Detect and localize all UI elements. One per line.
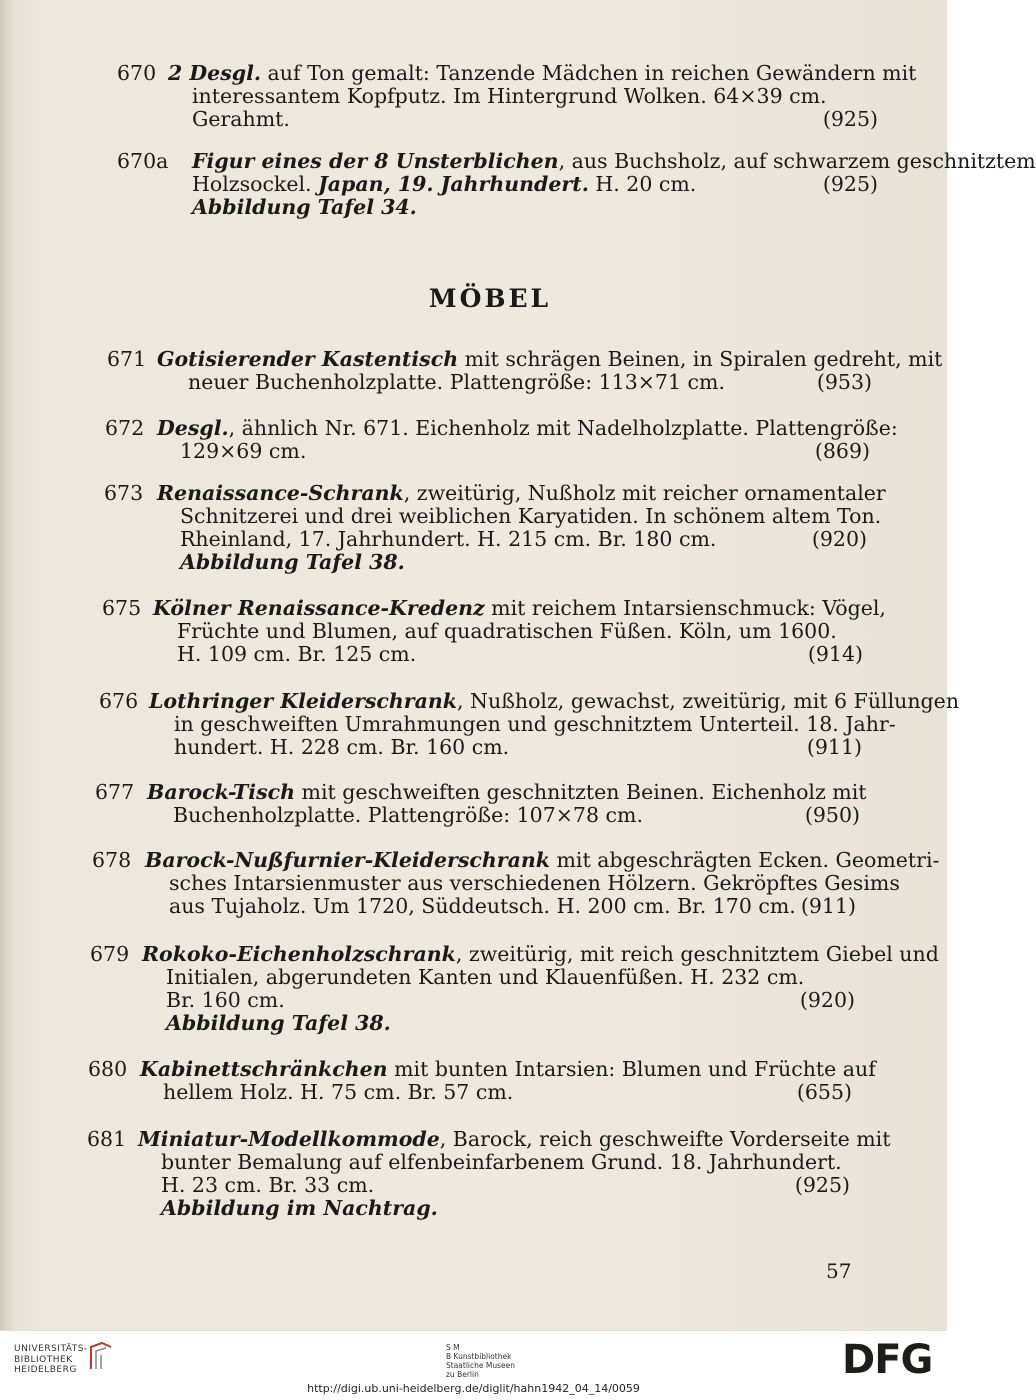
catalog-entry (117, 149, 1036, 219)
text: Br. 160 cm. (166, 988, 285, 1012)
text: Buchenholzplatte. Plattengröße: 107×78 cm. (173, 803, 643, 827)
text: mit geschweiften geschnitzten Beinen. Eichenholz mit (295, 780, 867, 804)
lot-number: 671 (107, 347, 147, 371)
footer (0, 1330, 947, 1400)
entry-line (102, 596, 886, 620)
price: (925) (822, 172, 878, 196)
price: (914) (807, 642, 863, 666)
lot-number: 672 (105, 416, 145, 440)
entry-line (87, 1197, 850, 1220)
entry-line (88, 1081, 852, 1104)
entry-line (117, 173, 878, 196)
italic-text: Figur eines der 8 Unsterblichen (192, 149, 559, 173)
price: (950) (804, 803, 860, 827)
price: (925) (822, 107, 878, 131)
italic-text: Abbildung Tafel 38. (180, 550, 405, 574)
lot-number: 679 (90, 942, 130, 966)
text: aus Tujaholz. Um 1720, Süddeutsch. H. 200 cm. Br. 170 cm. (169, 894, 796, 918)
entry-line (104, 551, 867, 574)
price: (911) (806, 735, 862, 759)
entry-line (92, 871, 900, 895)
entry-line (117, 61, 917, 85)
price: (925) (794, 1173, 850, 1197)
catalog-entry (87, 1127, 891, 1220)
text: mit abgeschrägten Ecken. Geometri- (549, 848, 940, 872)
text: H. 20 cm. (588, 172, 697, 196)
catalog-entry (117, 61, 917, 131)
italic-text: Desgl. (157, 416, 229, 440)
catalog-entry (102, 596, 886, 666)
text: bunter Bemalung auf elfenbeinfarbenem Grund. 18. Jahrhundert. (161, 1150, 842, 1174)
entry-line (90, 1012, 855, 1035)
entry-line (102, 620, 863, 643)
entry-line (99, 712, 896, 736)
price: (920) (811, 527, 867, 551)
entry-line (104, 504, 882, 528)
entry-line (105, 440, 870, 463)
text: mit schrägen Beinen, in Spiralen gedreht, mit (458, 347, 943, 371)
entry-line (88, 1057, 876, 1081)
lot-number: 681 (87, 1127, 127, 1151)
italic-text: Miniatur-Modellkommode (138, 1127, 440, 1151)
catalog-entry (90, 942, 939, 1035)
text: Initialen, abgerundeten Kanten und Klauenfüßen. H. 232 cm. (166, 965, 805, 989)
entry-line (102, 643, 863, 666)
entry-line (117, 85, 878, 108)
text: Früchte und Blumen, auf quadratischen Füßen. Köln, um 1600. (177, 619, 837, 643)
entry-line (104, 481, 886, 505)
kunstbibliothek-logo: S M B Kunstbibliothek Staatliche Museen zu Berlin (446, 1343, 515, 1379)
catalog-entry (107, 347, 943, 394)
italic-text: Kölner Renaissance-Kredenz (153, 596, 485, 620)
italic-text: Gotisierender Kastentisch (157, 347, 459, 371)
catalog-entry (105, 416, 898, 463)
italic-text: Barock-Tisch (147, 780, 296, 804)
section-heading: MÖBEL (428, 284, 552, 313)
price: (953) (816, 370, 872, 394)
text: 129×69 cm. (180, 439, 307, 463)
price: (920) (799, 988, 855, 1012)
entry-line (99, 689, 960, 713)
entry-line (104, 528, 867, 551)
lot-number: 677 (95, 780, 135, 804)
price: (655) (796, 1080, 852, 1104)
catalog-entry (95, 780, 867, 827)
italic-text: Abbildung im Nachtrag. (161, 1196, 438, 1220)
text: Holzsockel. (192, 172, 319, 196)
entry-line (117, 149, 1036, 173)
entry-line (87, 1151, 850, 1174)
catalog-entry (104, 481, 886, 574)
university-library-label: UNIVERSITÄTS- BIBLIOTHEK HEIDELBERG (14, 1344, 88, 1375)
entry-line (95, 780, 867, 804)
text: , ähnlich Nr. 671. Eichenholz mit Nadelholzplatte. Plattengröße: (228, 416, 898, 440)
text: hellem Holz. H. 75 cm. Br. 57 cm. (163, 1080, 514, 1104)
italic-text: Lothringer Kleiderschrank (149, 689, 458, 713)
text: , Nußholz, gewachst, zweitürig, mit 6 Füllungen (457, 689, 960, 713)
catalog-entry (88, 1057, 876, 1104)
italic-text: Abbildung Tafel 38. (166, 1011, 391, 1035)
text: sches Intarsienmuster aus verschiedenen Hölzern. Gekröpftes Gesims (169, 871, 900, 895)
entry-line (107, 347, 943, 371)
page-number: 57 (826, 1259, 852, 1283)
entry-line (87, 1174, 850, 1197)
italic-text: 2 Desgl. (168, 61, 262, 85)
price: (911) (800, 894, 856, 918)
lot-number: 670a (117, 149, 169, 173)
text: hundert. H. 228 cm. Br. 160 cm. (174, 735, 510, 759)
lot-number: 675 (102, 596, 142, 620)
entry-line (90, 942, 939, 966)
text: mit bunten Intarsien: Blumen und Früchte auf (387, 1057, 876, 1081)
university-logo-icon (88, 1341, 114, 1371)
text: Rheinland, 17. Jahrhundert. H. 215 cm. Br. 180 cm. (180, 527, 717, 551)
italic-text: Rokoko-Eichenholzschrank (142, 942, 456, 966)
text: neuer Buchenholzplatte. Plattengröße: 113×71 cm. (188, 370, 725, 394)
italic-text: Kabinettschränkchen (140, 1057, 388, 1081)
entry-line (95, 804, 860, 827)
entry-line (92, 848, 940, 872)
italic-text: Renaissance-Schrank (157, 481, 404, 505)
entry-line (117, 108, 878, 131)
text: interessantem Kopfputz. Im Hintergrund Wolken. 64×39 cm. (192, 84, 827, 108)
entry-line (117, 196, 878, 219)
catalog-entry (99, 689, 960, 759)
permalink-url[interactable]: http://digi.ub.uni-heidelberg.de/diglit/hahn1942_04_14/0059 (307, 1382, 640, 1395)
entry-line (90, 989, 855, 1012)
entry-line (87, 1127, 891, 1151)
lot-number: 680 (88, 1057, 128, 1081)
text: auf Ton gemalt: Tanzende Mädchen in reichen Gewändern mit (261, 61, 917, 85)
text: H. 23 cm. Br. 33 cm. (161, 1173, 375, 1197)
lot-number: 676 (99, 689, 139, 713)
italic-text: Japan, 19. Jahrhundert. (318, 172, 589, 196)
text: , zweitürig, Nußholz mit reicher ornamentaler (403, 481, 886, 505)
text: mit reichem Intarsienschmuck: Vögel, (484, 596, 886, 620)
text: H. 109 cm. Br. 125 cm. (177, 642, 417, 666)
italic-text: Barock-Nußfurnier-Kleiderschrank (145, 848, 550, 872)
text: , Barock, reich geschweifte Vorderseite mit (439, 1127, 891, 1151)
lot-number: 678 (92, 848, 132, 872)
text: , aus Buchsholz, auf schwarzem geschnitztem (558, 149, 1036, 173)
entry-line (92, 895, 856, 918)
entry-line (90, 966, 855, 989)
text: , zweitürig, mit reich geschnitztem Giebel und (455, 942, 939, 966)
catalog-entry (92, 848, 940, 918)
text: in geschweiften Umrahmungen und geschnitztem Unterteil. 18. Jahr- (174, 712, 896, 736)
text: Schnitzerei und drei weiblichen Karyatiden. In schönem altem Ton. (180, 504, 882, 528)
entry-line (107, 371, 872, 394)
entry-line (99, 736, 862, 759)
dfg-logo: DFG (842, 1337, 933, 1383)
lot-number: 673 (104, 481, 144, 505)
lot-number: 670 (117, 61, 157, 85)
italic-text: Abbildung Tafel 34. (192, 195, 417, 219)
price: (869) (814, 439, 870, 463)
text: Gerahmt. (192, 107, 290, 131)
entry-line (105, 416, 898, 440)
